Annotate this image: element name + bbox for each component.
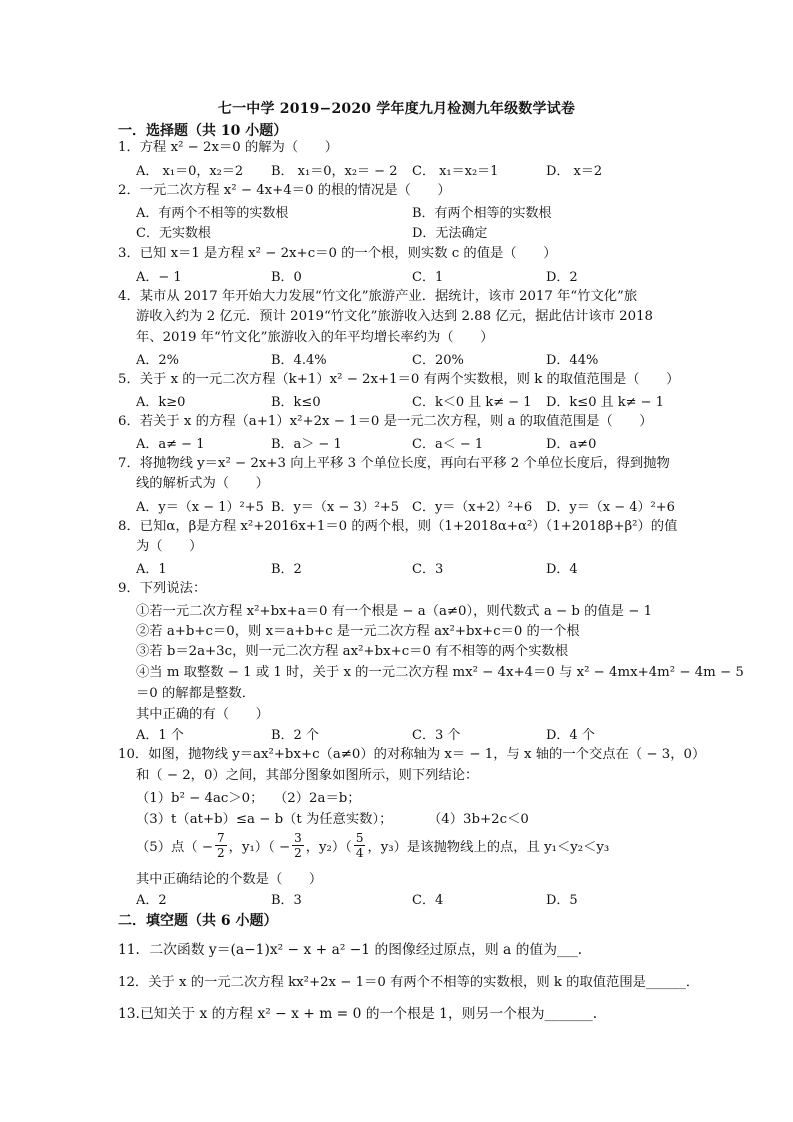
fraction-denominator: 2 [294,845,302,860]
option-d: D．4 [546,562,578,577]
option-a: A．1 个 [136,728,184,743]
option-c: C．3 [412,562,444,577]
question-6: 6．若关于 x 的方程（a+1）x²+2x − 1＝0 是一元二次方程，则 a 的取值范围是（ ） [118,414,653,429]
conclusion-2: （2）2a＝b； [274,791,361,806]
question-10-options [136,889,696,910]
question-2-options-row2 [136,222,696,243]
option-a: A． x₁＝0，x₂＝2 [136,164,244,179]
option-d: D．无法确定 [412,226,488,241]
option-d: D． x＝2 [546,164,603,179]
question-7-line2: 线的解析式为（ ） [136,476,269,491]
question-10-line1: 10．如图，抛物线 y＝ax²+bx+c（a≠0）的对称轴为 x＝ − 1，与 x 轴的一个交点在（ − 3，0） [118,747,706,762]
question-9-options [136,724,696,745]
question-10-prompt: 其中正确结论的个数是（ ） [136,872,323,887]
option-c: C．20% [412,353,464,368]
conclusion-5 [136,828,609,862]
question-12: 12．关于 x 的一元二次方程 kx²+2x − 1＝0 有两个不相等的实数根，则 k 的取值范围是______． [118,975,700,990]
option-c: C． x₁＝x₂＝1 [412,164,499,179]
question-3: 3．已知 x＝1 是方程 x² − 2x+c＝0 的一个根，则实数 c 的值是（ ） [118,246,557,261]
option-d: D．y＝（x − 4）²+6 [546,500,675,515]
question-4-options [136,349,696,370]
question-1: 1．方程 x² − 2x＝0 的解为（ ） [118,140,339,155]
question-5: 5．关于 x 的一元二次方程（k+1）x² − 2x+1＝0 有两个实数根，则 k 的取值范围是（ ） [118,372,680,387]
statement-2: ②若 a+b+c＝0，则 x＝a+b+c 是一元二次方程 ax²+bx+c＝0 的一个根 [136,624,580,639]
option-b: B．a＞ − 1 [271,437,342,452]
question-2-options-row1 [136,202,696,223]
question-3-options [136,266,696,287]
conclusion-5-prefix: （5）点（ − [136,839,214,855]
option-b: B．y＝（x − 3）²+5 [271,500,400,515]
fraction-5-4 [354,831,366,860]
option-b: B．2 [271,562,302,577]
question-9: 9．下列说法： [118,581,207,596]
fraction-7-2 [215,831,227,860]
conclusion-3: （3）t（at+b）≤a − b（t 为任意实数）； [136,812,393,827]
option-a: A．有两个不相等的实数根 [136,206,289,221]
statement-3: ③若 b＝2a+3c，则一元二次方程 ax²+bx+c＝0 有不相等的两个实数根 [136,644,569,659]
question-13: 13.已知关于 x 的方程 x² − x + m = 0 的一个根是 1，则另一个根为_______． [118,1006,607,1022]
option-d: D．5 [546,893,578,908]
question-9-prompt: 其中正确的有（ ） [136,707,269,722]
question-6-options [136,433,696,454]
option-c: C．4 [412,893,444,908]
option-a: A．2% [136,353,180,368]
option-b: B．4.4% [271,353,327,368]
conclusion-4: （4）3b+2c＜0 [428,812,529,827]
question-4-line2: 游收入约为 2 亿元．预计 2019“竹文化”旅游收入达到 2.88 亿元，据此估计该市 2018 [136,309,654,324]
section-heading-fill: 二．填空题（共 6 小题） [118,913,278,929]
option-b: B．2 个 [271,728,319,743]
question-2: 2．一元二次方程 x² − 4x+4＝0 的根的情况是（ ） [118,183,451,198]
option-c: C．a＜ − 1 [412,437,484,452]
page-title: 七一中学 2019−2020 学年度九月检测九年级数学试卷 [217,101,576,117]
fraction-denominator: 4 [355,845,364,860]
statement-4-line2: ＝0 的解都是整数． [136,686,256,701]
fraction-numerator: 7 [217,830,225,845]
conclusion-5-y2: ，y₂）（ [305,839,352,855]
conclusion-1: （1）b² − 4ac＞0； [136,791,264,806]
option-c: C．k＜0 且 k≠ − 1 [412,395,532,410]
option-d: D．44% [546,353,599,368]
question-7-options [136,496,696,517]
question-4-line3: 年、2019 年“竹文化”旅游收入的年平均增长率约为（ ） [136,330,494,345]
option-c: C．3 个 [412,728,461,743]
statement-1: ①若一元二次方程 x²+bx+a＝0 有一个根是 − a（a≠0），则代数式 a − b 的值是 − 1 [136,604,653,619]
fraction-denominator: 2 [217,845,225,860]
question-8-line1: 8．已知α，β是方程 x²+2016x+1＝0 的两个根，则（1+2018α+α²）（1+2018β+β²）的值 [118,519,678,534]
option-d: D．2 [546,270,578,285]
question-11: 11．二次函数 y＝(a−1)x² − x + a² −1 的图像经过原点，则 a 的值为___． [118,942,592,958]
option-b: B．0 [271,270,302,285]
option-b: B．3 [271,893,302,908]
question-8-options [136,558,696,579]
question-8-line2: 为（ ） [136,539,203,554]
option-a: A．1 [136,562,167,577]
option-a: A．k≥0 [136,395,186,410]
option-c: C．无实数根 [136,226,211,241]
option-a: A．− 1 [136,270,182,285]
fraction-numerator: 3 [294,830,302,845]
option-a: A．2 [136,893,167,908]
option-c: C．1 [412,270,444,285]
conclusion-5-y3: ，y₃）是该抛物线上的点，且 y₁＜y₂＜y₃ [367,839,610,855]
conclusion-5-y1: ，y₁）（ − [228,839,291,855]
fraction-3-2 [292,831,304,860]
question-4-line1: 4．某市从 2017 年开始大力发展“竹文化”旅游产业．据统计，该市 2017 年“竹文化”旅 [118,289,638,304]
option-a: A．a≠ − 1 [136,437,205,452]
option-d: D．a≠0 [546,437,597,452]
question-1-options [136,160,696,181]
question-5-options [136,391,696,412]
question-7-line1: 7．将抛物线 y＝x² − 2x+3 向上平移 3 个单位长度，再向右平移 2 个单位长度后，得到抛物 [118,456,670,471]
option-d: D．k≤0 且 k≠ − 1 [546,395,664,410]
fraction-numerator: 5 [355,830,364,845]
statement-4-line1: ④当 m 取整数 − 1 或 1 时，关于 x 的一元二次方程 mx² − 4x+4＝0 与 x² − 4mx+4m² − 4m − 5 [136,665,744,680]
option-b: B． x₁＝0，x₂＝ − 2 [271,164,398,179]
option-a: A．y＝（x − 1）²+5 [136,500,264,515]
question-10-line2: 和（ − 2，0）之间，其部分图象如图所示，则下列结论： [136,768,479,783]
section-heading-choice: 一．选择题（共 10 小题） [118,123,288,139]
option-c: C．y＝（x+2）²+6 [412,500,533,515]
option-d: D．4 个 [546,728,595,743]
option-b: B．k≤0 [271,395,321,410]
option-b: B．有两个相等的实数根 [412,206,552,221]
